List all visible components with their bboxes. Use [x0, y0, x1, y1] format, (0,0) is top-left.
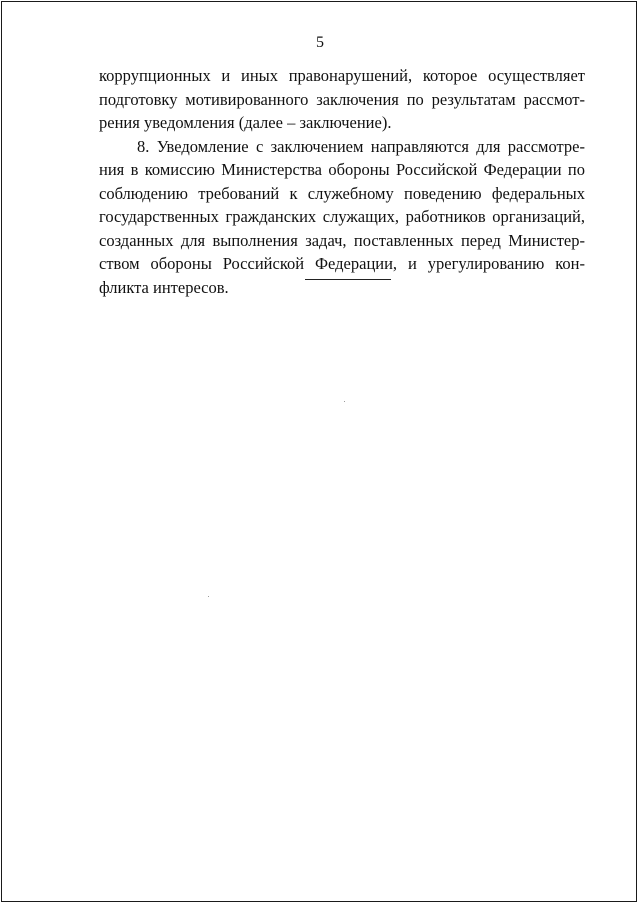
- scan-speck: [208, 596, 209, 597]
- text-line: государственных гражданских служащих, работников организаций,: [99, 207, 585, 226]
- text-line: подготовку мотивированного заключения по результатам рассмот-: [99, 89, 585, 109]
- text-line: созданных для выполнения задач, поставленных перед Министер-: [99, 230, 585, 250]
- text-line: рения уведомления (далее – заключение).: [99, 113, 392, 132]
- page-number: 5: [316, 34, 324, 51]
- end-separator-line: [305, 279, 391, 280]
- document-body: [99, 64, 585, 299]
- text-line: коррупционных и иных правонарушений, которое осуществляет: [99, 66, 585, 85]
- paragraph-8-first-line: 8. Уведомление с заключением направляются для рассмотре-: [137, 136, 585, 156]
- scan-speck: [344, 401, 345, 402]
- text-line: фликта интересов.: [99, 277, 229, 297]
- text-line: ния в комиссию Министерства обороны Российской Федерации по: [99, 160, 585, 179]
- text-line: соблюдению требований к служебному поведению федеральных: [99, 183, 585, 203]
- text-line: ством обороны Российской Федерации, и урегулированию кон-: [99, 254, 585, 273]
